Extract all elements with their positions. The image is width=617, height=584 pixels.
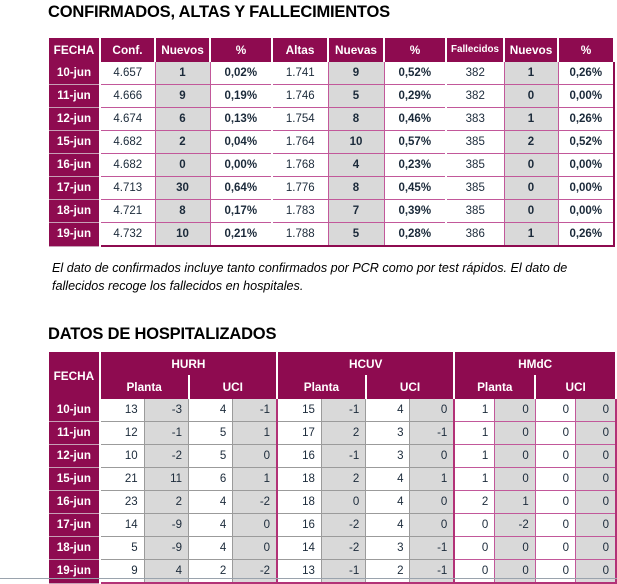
table-cell: 2	[321, 422, 365, 445]
table-row	[48, 154, 614, 177]
table-cell: 0,26%	[558, 223, 614, 247]
table-cell: 0,64%	[210, 177, 272, 200]
table-cell: 0	[535, 422, 575, 445]
table-cell: 0,39%	[384, 200, 446, 223]
table-cell: 0	[535, 537, 575, 560]
table-cell: 12	[100, 422, 144, 445]
table-cell: 1	[454, 468, 494, 491]
section-title-confirmados: CONFIRMADOS, ALTAS Y FALLECIMIENTOS	[48, 3, 390, 21]
table-cell: 4.732	[100, 223, 155, 247]
table-cell: 18	[277, 491, 321, 514]
table-cell: 0	[504, 85, 558, 108]
row-date-cell: 12-jun	[48, 445, 100, 468]
table-cell: 0	[576, 468, 616, 491]
table-cell: 0	[535, 399, 575, 422]
table-cell: 382	[446, 62, 504, 85]
col-header-pct-altas: %	[384, 39, 446, 62]
table-cell: 4	[189, 491, 233, 514]
col-header-pct-fall: %	[558, 39, 614, 62]
table-cell: 9	[100, 560, 144, 584]
table-cell: 0	[504, 154, 558, 177]
table-cell: 0	[410, 445, 454, 468]
row-date-cell: 19-jun	[48, 560, 100, 584]
table-cell: 0	[454, 537, 494, 560]
table-cell: 0,00%	[210, 154, 272, 177]
row-date-cell: 15-jun	[48, 468, 100, 491]
table-cell: 10	[328, 131, 384, 154]
table-cell: 4	[189, 399, 233, 422]
table-cell: 0,00%	[558, 154, 614, 177]
table-cell: 3	[366, 422, 410, 445]
table-cell: 0,57%	[384, 131, 446, 154]
table-cell: 386	[446, 223, 504, 247]
table-cell: 2	[504, 131, 558, 154]
table-confirmados-altas-fallecimientos	[47, 38, 615, 247]
col-header-nuevos-conf: Nuevos	[155, 39, 210, 62]
col-header-nuevos-fall: Nuevos	[504, 39, 558, 62]
table-cell: 0	[454, 514, 494, 537]
table-cell: -1	[321, 445, 365, 468]
table-cell: 0,52%	[558, 131, 614, 154]
table-cell: 0,13%	[210, 108, 272, 131]
row-date-cell: 15-jun	[48, 131, 100, 154]
table-cell: -2	[233, 560, 277, 584]
table-cell: 1	[155, 62, 210, 85]
table-cell: 17	[277, 422, 321, 445]
table-cell: -2	[233, 491, 277, 514]
table-cell: 0,28%	[384, 223, 446, 247]
table-row	[48, 200, 614, 223]
table-row	[48, 491, 616, 514]
table-cell: 14	[277, 537, 321, 560]
row-date-cell: 16-jun	[48, 154, 100, 177]
table-row	[48, 422, 616, 445]
table-cell: 1	[454, 445, 494, 468]
table-cell: 1	[504, 223, 558, 247]
table-cell: 0,04%	[210, 131, 272, 154]
subcol-header-hurh-uci: UCI	[189, 376, 278, 399]
table-cell: 10	[155, 223, 210, 247]
table-cell: 5	[189, 445, 233, 468]
table-cell: 4	[328, 154, 384, 177]
table-cell: 0,26%	[558, 108, 614, 131]
subcol-header-hcuv-uci: UCI	[366, 376, 455, 399]
table-cell: -1	[410, 422, 454, 445]
table-cell: 1	[233, 422, 277, 445]
table-cell: 0	[233, 445, 277, 468]
table-cell: 4.657	[100, 62, 155, 85]
subcol-header-hcuv-planta: Planta	[277, 376, 366, 399]
table-cell: 0	[576, 560, 616, 584]
table-cell: 4	[366, 468, 410, 491]
table-cell: 0	[576, 491, 616, 514]
table-cell: 1	[410, 468, 454, 491]
row-date-cell: 16-jun	[48, 491, 100, 514]
table-cell: 1	[454, 422, 494, 445]
table-cell: 1	[504, 62, 558, 85]
table-cell: 6	[189, 468, 233, 491]
bottom-divider	[0, 578, 617, 579]
table-cell: 1.783	[272, 200, 328, 223]
row-date-cell: 11-jun	[48, 85, 100, 108]
table-cell: 0	[576, 537, 616, 560]
table-cell: 1.776	[272, 177, 328, 200]
table-cell: 0	[576, 422, 616, 445]
table-cell: 385	[446, 200, 504, 223]
table-cell: 4	[366, 491, 410, 514]
table-row	[48, 537, 616, 560]
table-cell: -1	[410, 537, 454, 560]
table-cell: 0	[495, 399, 535, 422]
table-row	[48, 445, 616, 468]
table-cell: 1.788	[272, 223, 328, 247]
table-row	[48, 108, 614, 131]
table-cell: 21	[100, 468, 144, 491]
subcol-header-hmdc-planta: Planta	[454, 376, 535, 399]
table-cell: 4.682	[100, 131, 155, 154]
col-header-altas: Altas	[272, 39, 328, 62]
table-cell: 14	[100, 514, 144, 537]
table-cell: 11	[144, 468, 188, 491]
col-header-conf: Conf.	[100, 39, 155, 62]
table-cell: 0	[495, 445, 535, 468]
table-cell: 8	[328, 177, 384, 200]
table-cell: -1	[321, 560, 365, 584]
table-cell: 0	[454, 560, 494, 584]
col-header-pct-conf: %	[210, 39, 272, 62]
table-cell: 0	[576, 445, 616, 468]
table-cell: 5	[328, 223, 384, 247]
col-header-fecha-hosp: FECHA	[48, 353, 100, 399]
table-cell: 0	[495, 422, 535, 445]
row-date-cell: 18-jun	[48, 200, 100, 223]
table-row	[48, 560, 616, 584]
table-cell: 0	[155, 154, 210, 177]
table-cell: 0	[410, 514, 454, 537]
table-cell: 0,52%	[384, 62, 446, 85]
table-confirmados-header-row	[48, 39, 614, 62]
group-header-hcuv: HCUV	[277, 353, 454, 376]
table-cell: -2	[495, 514, 535, 537]
table-cell: 1	[233, 468, 277, 491]
table-cell: -2	[321, 537, 365, 560]
table-cell: 385	[446, 154, 504, 177]
table-cell: 1.746	[272, 85, 328, 108]
table-cell: 0	[504, 200, 558, 223]
table-cell: 0,45%	[384, 177, 446, 200]
table-cell: 5	[189, 422, 233, 445]
table-cell: 0	[321, 491, 365, 514]
table-cell: 0	[233, 514, 277, 537]
table-cell: 0,02%	[210, 62, 272, 85]
table-cell: 1	[504, 108, 558, 131]
table-cell: 1.768	[272, 154, 328, 177]
table-cell: -9	[144, 537, 188, 560]
table-row	[48, 62, 614, 85]
table-cell: 385	[446, 131, 504, 154]
table-cell: -2	[144, 445, 188, 468]
table-hosp-header-row-2	[48, 376, 616, 399]
table-cell: 2	[321, 468, 365, 491]
col-header-nuevas-altas: Nuevas	[328, 39, 384, 62]
col-header-fecha: FECHA	[48, 39, 100, 62]
table-cell: 0	[495, 537, 535, 560]
table-cell: -9	[144, 514, 188, 537]
footnote-confirmados: El dato de confirmados incluye tanto confirmados por PCR como por test rápidos. El dato de fallecidos recoge los fallecidos en hospitales.	[52, 261, 568, 293]
table-cell: 2	[366, 560, 410, 584]
table-cell: 9	[328, 62, 384, 85]
table-cell: 1.754	[272, 108, 328, 131]
table-row	[48, 131, 614, 154]
table-cell: 385	[446, 177, 504, 200]
table-cell: 1	[495, 491, 535, 514]
row-date-cell: 17-jun	[48, 514, 100, 537]
table-cell: 0	[233, 537, 277, 560]
table-cell: -1	[321, 399, 365, 422]
table-cell: 4	[366, 399, 410, 422]
table-cell: 0	[535, 491, 575, 514]
table-cell: 0	[495, 560, 535, 584]
table-cell: 1.764	[272, 131, 328, 154]
table-cell: 2	[144, 491, 188, 514]
table-cell: 4.674	[100, 108, 155, 131]
table-cell: 4.682	[100, 154, 155, 177]
table-cell: 4	[144, 560, 188, 584]
row-date-cell: 18-jun	[48, 537, 100, 560]
table-row	[48, 468, 616, 491]
table-cell: 5	[100, 537, 144, 560]
table-cell: 10	[100, 445, 144, 468]
table-cell: 0	[535, 514, 575, 537]
table-cell: 13	[277, 560, 321, 584]
table-cell: 4.721	[100, 200, 155, 223]
table-cell: 0,00%	[558, 200, 614, 223]
table-cell: 4	[189, 537, 233, 560]
table-cell: 0,21%	[210, 223, 272, 247]
table-cell: 15	[277, 399, 321, 422]
table-cell: 0	[576, 399, 616, 422]
table-cell: 18	[277, 468, 321, 491]
table-cell: 0,17%	[210, 200, 272, 223]
table-cell: 0,26%	[558, 62, 614, 85]
table-row	[48, 223, 614, 247]
row-date-cell: 12-jun	[48, 108, 100, 131]
table-cell: 4	[366, 514, 410, 537]
table-cell: 5	[328, 85, 384, 108]
table-cell: -1	[144, 422, 188, 445]
table-cell: 0	[535, 560, 575, 584]
table-cell: 16	[277, 445, 321, 468]
subcol-header-hmdc-uci: UCI	[535, 376, 616, 399]
group-header-hmdc: HMdC	[454, 353, 616, 376]
table-cell: 3	[366, 537, 410, 560]
table-cell: 0	[504, 177, 558, 200]
table-cell: 30	[155, 177, 210, 200]
table-cell: 9	[155, 85, 210, 108]
table-cell: 23	[100, 491, 144, 514]
table-cell: 4.666	[100, 85, 155, 108]
table-cell: 8	[155, 200, 210, 223]
table-cell: 382	[446, 85, 504, 108]
table-cell: 0	[535, 445, 575, 468]
row-date-cell: 11-jun	[48, 422, 100, 445]
table-cell: 383	[446, 108, 504, 131]
table-row	[48, 399, 616, 422]
table-cell: 2	[454, 491, 494, 514]
table-cell: -1	[233, 399, 277, 422]
table-cell: 0,00%	[558, 85, 614, 108]
table-row	[48, 514, 616, 537]
table-cell: -3	[144, 399, 188, 422]
table-cell: -2	[321, 514, 365, 537]
table-cell: 0	[576, 514, 616, 537]
table-cell: 0,23%	[384, 154, 446, 177]
table-cell: 4.713	[100, 177, 155, 200]
table-cell: 0	[410, 491, 454, 514]
table-cell: 0,29%	[384, 85, 446, 108]
table-hosp-header-row-1	[48, 353, 616, 376]
table-cell: 0	[535, 468, 575, 491]
table-cell: 1	[454, 399, 494, 422]
table-cell: 0,00%	[558, 177, 614, 200]
table-cell: 3	[366, 445, 410, 468]
table-cell: 2	[189, 560, 233, 584]
table-cell: -1	[410, 560, 454, 584]
table-cell: 16	[277, 514, 321, 537]
col-header-fallecidos: Fallecidos	[446, 39, 504, 62]
table-cell: 0	[410, 399, 454, 422]
row-date-cell: 19-jun	[48, 223, 100, 247]
table-cell: 2	[155, 131, 210, 154]
table-cell: 0,19%	[210, 85, 272, 108]
table-cell: 7	[328, 200, 384, 223]
table-cell: 8	[328, 108, 384, 131]
table-cell: 0	[495, 468, 535, 491]
table-row	[48, 85, 614, 108]
table-row	[48, 177, 614, 200]
row-date-cell: 10-jun	[48, 62, 100, 85]
row-date-cell: 17-jun	[48, 177, 100, 200]
section-title-hospitalizados: DATOS DE HOSPITALIZADOS	[48, 325, 277, 343]
subcol-header-hurh-planta: Planta	[100, 376, 189, 399]
table-datos-hospitalizados	[47, 352, 617, 584]
group-header-hurh: HURH	[100, 353, 277, 376]
table-cell: 0,46%	[384, 108, 446, 131]
table-cell: 6	[155, 108, 210, 131]
table-cell: 13	[100, 399, 144, 422]
table-cell: 1.741	[272, 62, 328, 85]
row-date-cell: 10-jun	[48, 399, 100, 422]
table-cell: 4	[189, 514, 233, 537]
